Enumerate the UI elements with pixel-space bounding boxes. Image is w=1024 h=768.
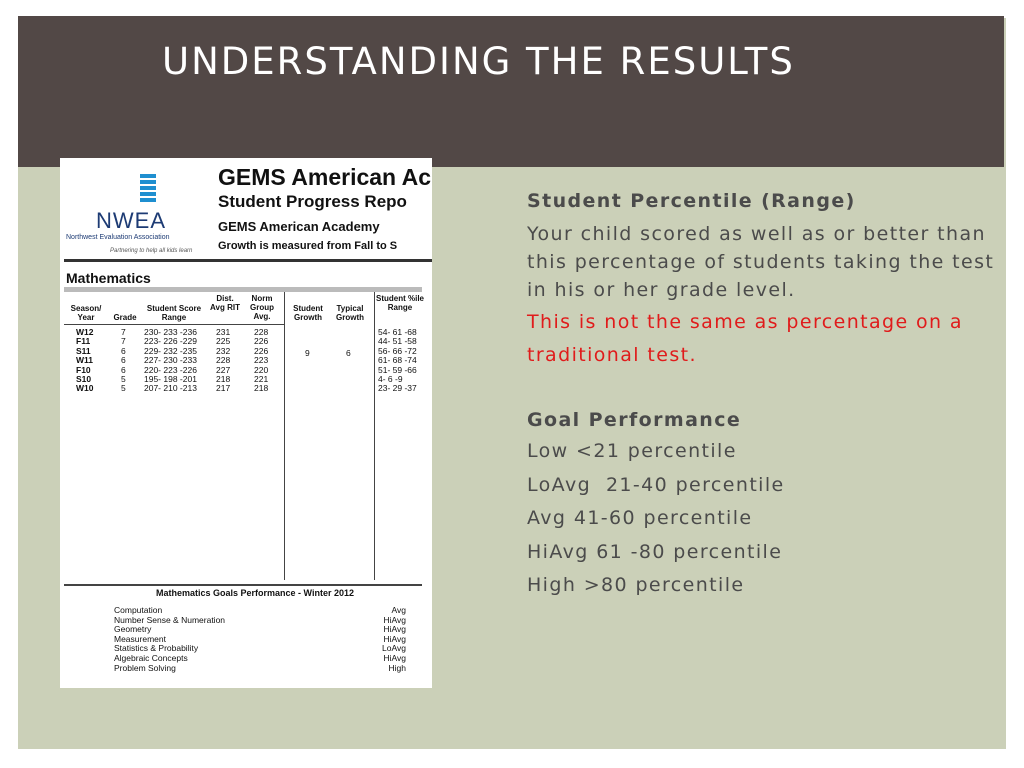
table-cell: F10 (76, 364, 91, 375)
table-cell: 56- 66 -72 (378, 345, 417, 356)
dist-avg-column (216, 328, 230, 394)
warning-text: This is not the same as percentage on a traditional test. (527, 311, 963, 366)
goals-title: Mathematics Goals Performance - Winter 2012 (156, 588, 354, 598)
subject-heading: Mathematics (66, 270, 151, 286)
table-cell: 7 (121, 327, 126, 337)
goal-name: Problem Solving (114, 662, 176, 673)
table-bottom-rule (64, 584, 422, 586)
goal-level: High (388, 662, 406, 673)
table-cell: 228 (216, 355, 231, 366)
table-cell: 6 (121, 345, 126, 356)
table-cell: 232 (216, 345, 231, 356)
logo-bars-icon (140, 174, 156, 204)
col-header-grade: Grade (113, 313, 137, 322)
school-heading: GEMS American Ac (218, 164, 432, 190)
col-header-student-growth: Student Growth (293, 304, 323, 322)
goal-name: Computation (114, 605, 163, 615)
table-cell: 6 (121, 364, 126, 375)
goal-name: Algebraic Concepts (114, 652, 188, 663)
table-cell: 223- 226 -229 (144, 336, 197, 347)
goal-name: Measurement (114, 633, 166, 644)
goal-levels (360, 606, 406, 673)
table-cell: 5 (121, 383, 126, 394)
title-bar (18, 16, 1004, 167)
goal-heading: Goal Performance (527, 409, 742, 431)
table-cell: 23- 29 -37 (378, 383, 417, 394)
goal-level-item: Low <21 percentile (527, 440, 737, 462)
goal-level: Avg (391, 605, 406, 615)
table-cell: 218 (216, 374, 231, 385)
table-cell: W11 (76, 355, 94, 366)
school-name: GEMS American Academy (218, 219, 380, 234)
table-cell: 223 (254, 355, 269, 366)
table-cell: 217 (216, 383, 231, 394)
table-cell: 231 (216, 327, 231, 337)
table-cell: 61- 68 -74 (378, 355, 417, 366)
table-cell: 230- 233 -236 (144, 327, 197, 337)
table-cell: 44- 51 -58 (378, 336, 417, 347)
table-cell: F11 (76, 336, 91, 347)
table-cell: 4- 6 -9 (378, 374, 403, 385)
col-header-score-range: Student Score Range (146, 304, 202, 322)
goal-level: HiAvg (383, 652, 406, 663)
norm-group-column (254, 328, 268, 394)
table-cell: 5 (121, 374, 126, 385)
goal-level: HiAvg (383, 624, 406, 635)
table-cell: 227- 230 -233 (144, 355, 197, 366)
progress-report-image (60, 158, 432, 688)
typical-growth-value: 6 (346, 348, 351, 358)
table-cell: 227 (216, 364, 231, 375)
col-header-typical-growth: Typical Growth (336, 304, 364, 322)
percentile-heading: Student Percentile (Range) (527, 190, 856, 212)
goal-names (114, 606, 225, 673)
table-cell: 226 (254, 336, 269, 347)
goal-name: Statistics & Probability (114, 643, 199, 654)
goal-level-item: Avg 41-60 percentile (527, 507, 753, 530)
table-cell: 218 (254, 383, 269, 394)
score-range-column (144, 328, 197, 394)
logo-wordmark: NWEA (96, 208, 166, 233)
table-cell: 54- 61 -68 (378, 327, 417, 337)
table-cell: 195- 198 -201 (144, 374, 197, 385)
col-header-season: Season/ Year (70, 304, 102, 322)
goal-name: Geometry (114, 624, 152, 635)
table-cell: W10 (76, 383, 94, 394)
table-cell: 220 (254, 364, 269, 375)
goal-level: HiAvg (383, 633, 406, 644)
goal-level-item: High >80 percentile (527, 574, 745, 597)
table-header-rule (64, 324, 284, 325)
goal-name: Number Sense & Numeration (114, 614, 226, 625)
table-rule (284, 292, 285, 580)
goal-level-item: HiAvg 61 -80 percentile (527, 540, 783, 563)
table-cell: S11 (76, 345, 91, 356)
table-cell: 220- 223 -226 (144, 364, 197, 375)
goal-level-item: LoAvg 21-40 percentile (527, 473, 785, 496)
table-cell: 51- 59 -66 (378, 364, 417, 375)
col-header-percentile: Student %ile Range (376, 294, 425, 312)
logo-tagline: Partnering to help all kids learn (110, 248, 193, 254)
goal-level: LoAvg (382, 643, 406, 654)
percentile-description: Your child scored as well as or better than this percentage of students taking the test in his or her grade level. (527, 223, 995, 301)
student-growth-value: 9 (305, 348, 310, 358)
table-cell: S10 (76, 374, 92, 385)
explanation-text (527, 186, 997, 603)
table-cell: W12 (76, 327, 94, 337)
logo-subtitle: Northwest Evaluation Association (66, 234, 170, 241)
season-column (76, 328, 93, 394)
col-header-dist-avg: Dist. Avg RIT (210, 294, 240, 312)
grade-column (121, 328, 126, 394)
table-cell: 7 (121, 336, 126, 347)
table-cell: 225 (216, 336, 231, 347)
percentile-column (378, 328, 417, 394)
table-cell: 207- 210 -213 (144, 383, 197, 394)
table-cell: 6 (121, 355, 126, 366)
goal-level: HiAvg (383, 614, 406, 625)
slide-title: UNDERSTANDING THE RESULTS (162, 40, 795, 83)
col-header-norm-group: Norm Group Avg. (250, 294, 274, 321)
subject-divider (64, 287, 422, 292)
table-cell: 226 (254, 345, 269, 356)
growth-note: Growth is measured from Fall to S (218, 240, 398, 252)
header-divider (64, 259, 432, 262)
report-title: Student Progress Repo (218, 192, 407, 211)
table-rule (374, 292, 375, 580)
table-cell: 229- 232 -235 (144, 345, 197, 356)
table-cell: 228 (254, 327, 269, 337)
table-cell: 221 (254, 374, 269, 385)
